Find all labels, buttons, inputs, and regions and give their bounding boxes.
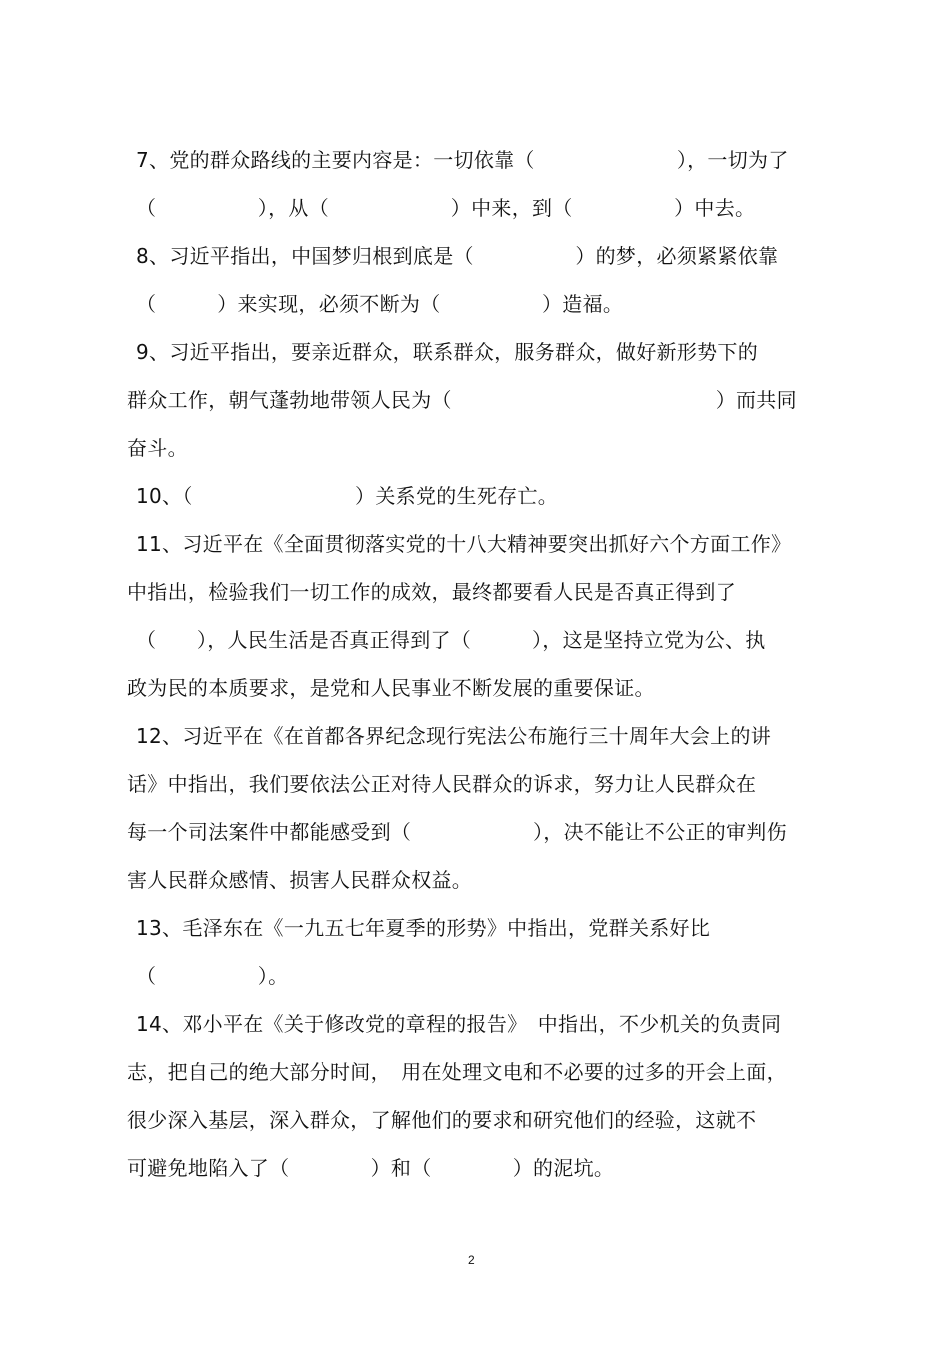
text-line: 每一个司法案件中都能感受到（ ），决不能让不公正的审判伤 (127, 820, 787, 844)
text-line: 11、习近平在《全面贯彻落实党的十八大精神要突出抓好六个方面工作》 (136, 532, 792, 556)
text-line: 8、习近平指出，中国梦归根到底是（ ）的梦，必须紧紧依靠 (136, 244, 779, 268)
text-line: 中指出，检验我们一切工作的成效，最终都要看人民是否真正得到了 (127, 580, 736, 604)
text-line: （ ），人民生活是否真正得到了（ ），这是坚持立党为公、执 (136, 628, 766, 652)
text-line: 14、邓小平在《关于修改党的章程的报告》 中指出，不少机关的负责同 (136, 1012, 782, 1036)
text-line: （ ）。 (136, 964, 289, 988)
text-line: 志，把自己的绝大部分时间， 用在处理文电和不必要的过多的开会上面， (127, 1060, 787, 1084)
text-line: 9、习近平指出，要亲近群众，联系群众，服务群众，做好新形势下的 (136, 340, 759, 364)
text-line: （ ）来实现，必须不断为（ ）造福。 (136, 292, 624, 316)
text-line: 害人民群众感情、损害人民群众权益。 (127, 868, 473, 892)
text-line: 13、毛泽东在《一九五七年夏季的形势》中指出，党群关系好比 (136, 916, 711, 940)
text-line: （ ），从（ ）中来，到（ ）中去。 (136, 196, 756, 220)
text-line: 10、（ ）关系党的生死存亡。 (136, 484, 559, 508)
page-number: 2 (468, 1253, 475, 1267)
text-line: 群众工作，朝气蓬勃地带领人民为（ ）而共同 (127, 388, 797, 412)
text-line: 7、党的群众路线的主要内容是：一切依靠（ ），一切为了 (136, 148, 789, 172)
text-line: 可避免地陷入了（ ）和（ ）的泥坑。 (127, 1156, 615, 1180)
text-line: 政为民的本质要求，是党和人民事业不断发展的重要保证。 (127, 676, 655, 700)
text-line: 12、习近平在《在首都各界纪念现行宪法公布施行三十周年大会上的讲 (136, 724, 772, 748)
text-line: 话》中指出，我们要依法公正对待人民群众的诉求，努力让人民群众在 (127, 772, 757, 796)
text-line: 很少深入基层，深入群众，了解他们的要求和研究他们的经验，这就不 (127, 1108, 757, 1132)
text-line: 奋斗。 (127, 436, 188, 460)
